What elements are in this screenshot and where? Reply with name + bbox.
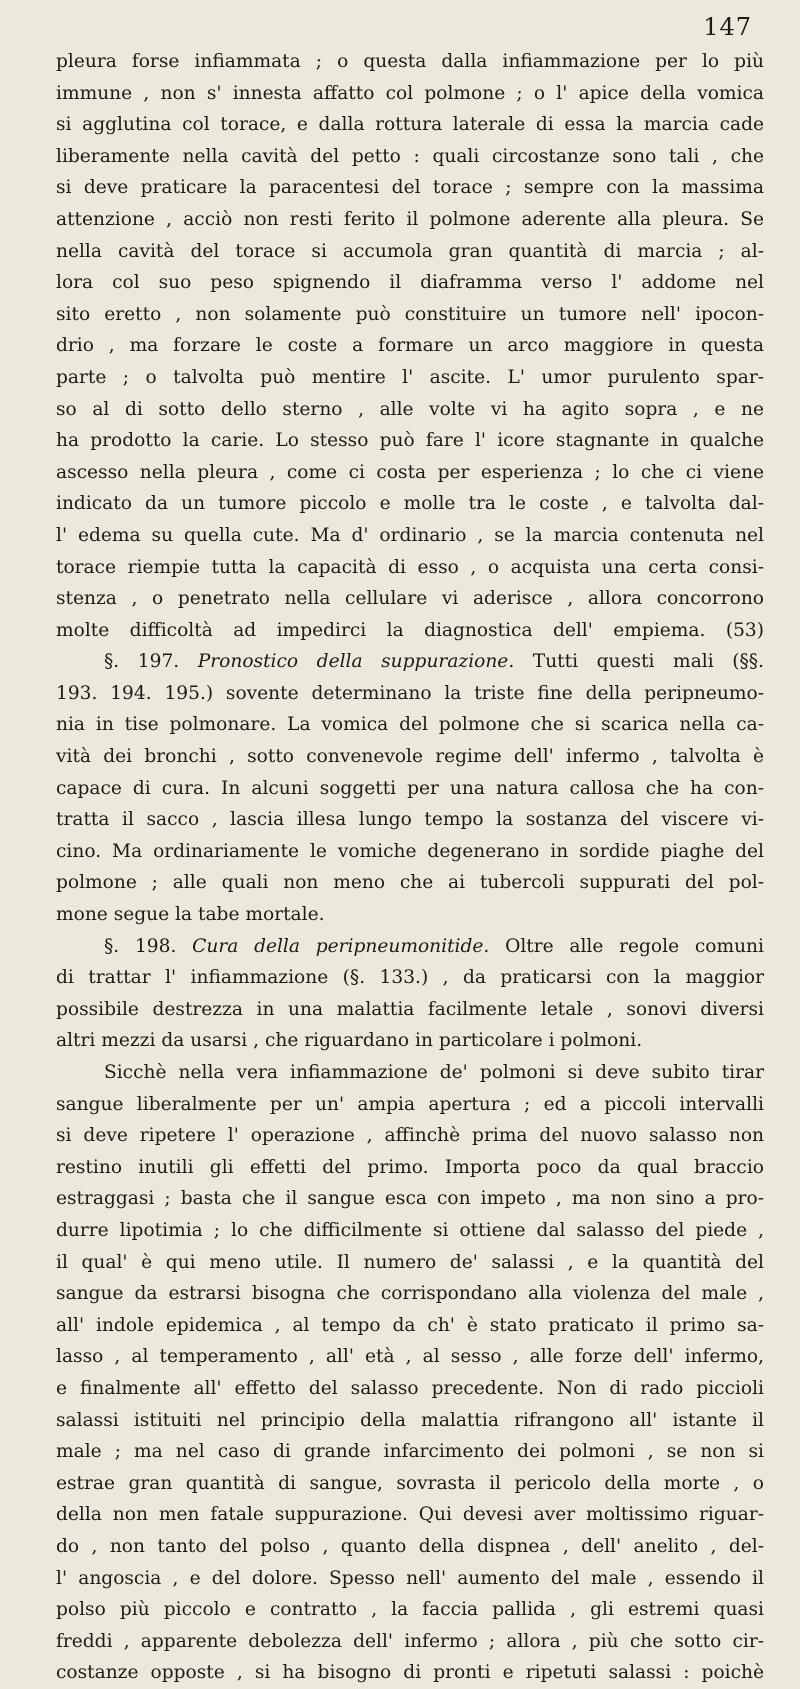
text-line: tratta il sacco , lascia illesa lungo tempo la sostanza del viscere vi- <box>56 809 764 831</box>
text-line: 193. 194. 195.) sovente determinano la triste fine della peripneumo- <box>56 682 764 704</box>
text-segment: §. 198. <box>104 935 193 957</box>
text-segment: Tutti questi mali (§§. <box>514 651 764 673</box>
text-line: all' indole epidemica , al tempo da ch' è stato praticato il primo sa- <box>56 1314 764 1336</box>
text-segment: Oltre alle regole comuni <box>489 935 764 957</box>
text-line: possibile destrezza in una malattia facilmente letale , sonovi diversi <box>56 998 764 1020</box>
text-line: liberamente nella cavità del petto : quali circostanze sono tali , che <box>56 145 764 167</box>
section-heading: Pronostico della suppurazione. <box>197 651 515 673</box>
section-heading: Cura della peripneumonitide. <box>192 935 490 957</box>
text-line: vità dei bronchi , sotto convenevole regime dell' infermo , talvolta è <box>56 746 764 768</box>
text-line: nella cavità del torace si accumola gran quantità di marcia ; al- <box>56 240 764 262</box>
text-line <box>56 646 764 678</box>
text-line: durre lipotimia ; lo che difficilmente si ottiene dal salasso del piede , <box>56 1219 764 1241</box>
text-line: sito eretto , non solamente può constituire un tumore nell' ipocon- <box>56 303 764 325</box>
text-line: salassi istituiti nel principio della malattia rifrangono all' istante il <box>56 1409 764 1431</box>
text-line: immune , non s' innesta affatto col polmone ; o l' apice della vomica <box>56 82 764 104</box>
text-line: restino inutili gli effetti del primo. Importa poco da qual braccio <box>56 1156 764 1178</box>
text-line: nia in tise polmonare. La vomica del polmone che si scarica nella ca- <box>56 714 764 736</box>
text-line: do , non tanto del polso , quanto della dispnea , dell' anelito , del- <box>56 1535 764 1557</box>
text-line: si deve ripetere l' operazione , affinchè prima del nuovo salasso non <box>56 1125 764 1147</box>
text-line: stenza , o penetrato nella cellulare vi aderisce , allora concorrono <box>56 588 764 610</box>
text-line: sangue liberalmente per un' ampia apertura ; ed a piccoli intervalli <box>56 1093 764 1115</box>
text-line: estraggasi ; basta che il sangue esca con impeto , ma non sino a pro- <box>56 1188 764 1210</box>
text-line: mone segue la tabe mortale. <box>56 904 325 926</box>
text-line: attenzione , acciò non resti ferito il polmone aderente alla pleura. Se <box>56 208 764 230</box>
text-line: parte ; o talvolta può mentire l' ascite. L' umor purulento spar- <box>56 366 764 388</box>
text-line: lora col suo peso spignendo il diaframma verso l' addome nel <box>56 272 764 294</box>
text-segment: §. 197. <box>104 651 198 673</box>
text-line: ha prodotto la carie. Lo stesso può fare l' icore stagnante in qualche <box>56 430 764 452</box>
text-line: della non men fatale suppurazione. Qui devesi aver moltissimo riguar- <box>56 1504 764 1526</box>
text-line: cino. Ma ordinariamente le vomiche degenerano in sordide piaghe del <box>56 840 764 862</box>
text-line: estrae gran quantità di sangue, sovrasta il pericolo della morte , o <box>56 1472 764 1494</box>
text-line: si agglutina col torace, e dalla rottura laterale di essa la marcia cade <box>56 114 764 136</box>
text-line: Sicchè nella vera infiammazione de' polmoni si deve subito tirar <box>104 1062 764 1083</box>
text-line: l' edema su quella cute. Ma d' ordinario , se la marcia contenuta nel <box>56 524 764 546</box>
text-line: so al di sotto dello sterno , alle volte vi ha agito sopra , e ne <box>56 398 764 420</box>
text-line: male ; ma nel caso di grande infarcimento dei polmoni , se non si <box>56 1441 764 1463</box>
text-line: capace di cura. In alcuni soggetti per una natura callosa che ha con- <box>56 777 764 799</box>
text-line: polmone ; alle quali non meno che ai tubercoli suppurati del pol- <box>56 872 764 894</box>
text-line: sangue da estrarsi bisogna che corrispondano alla violenza del male , <box>56 1283 764 1305</box>
text-line: molte difficoltà ad impedirci la diagnostica dell' empiema. (53) <box>56 619 764 641</box>
text-line: altri mezzi da usarsi , che riguardano in particolare i polmoni. <box>56 1030 643 1052</box>
text-line <box>56 931 764 963</box>
text-line: indicato da un tumore piccolo e molle tra le coste , e talvolta dal- <box>56 493 764 515</box>
text-line: l' angoscia , e del dolore. Spesso nell' aumento del male , essendo il <box>56 1567 764 1589</box>
text-line: lasso , al temperamento , all' età , al sesso , alle forze dell' infermo, <box>56 1346 764 1368</box>
body-text <box>56 46 764 1689</box>
text-line: drio , ma forzare le coste a formare un arco maggiore in questa <box>56 335 764 357</box>
text-line: freddi , apparente debolezza dell' infermo ; allora , più che sotto cir- <box>56 1630 764 1652</box>
text-line: il qual' è qui meno utile. Il numero de' salassi , e la quantità del <box>56 1251 764 1273</box>
text-line: ascesso nella pleura , come ci costa per esperienza ; lo che ci viene <box>56 461 764 483</box>
page-number: 147 <box>703 13 752 41</box>
text-line: di trattar l' infiammazione (§. 133.) , da praticarsi con la maggior <box>56 967 764 989</box>
text-line: e finalmente all' effetto del salasso precedente. Non di rado piccioli <box>56 1377 764 1399</box>
text-line: si deve praticare la paracentesi del torace ; sempre con la massima <box>56 177 764 199</box>
text-line: pleura forse infiammata ; o questa dalla infiammazione per lo più <box>56 51 764 72</box>
text-line: polso più piccolo e contratto , la faccia pallida , gli estremi quasi <box>56 1599 764 1621</box>
text-line: torace riempie tutta la capacità di esso , o acquista una certa consi- <box>56 556 764 578</box>
text-line: costanze opposte , si ha bisogno di pronti e ripetuti salassi : poichè <box>56 1662 764 1684</box>
